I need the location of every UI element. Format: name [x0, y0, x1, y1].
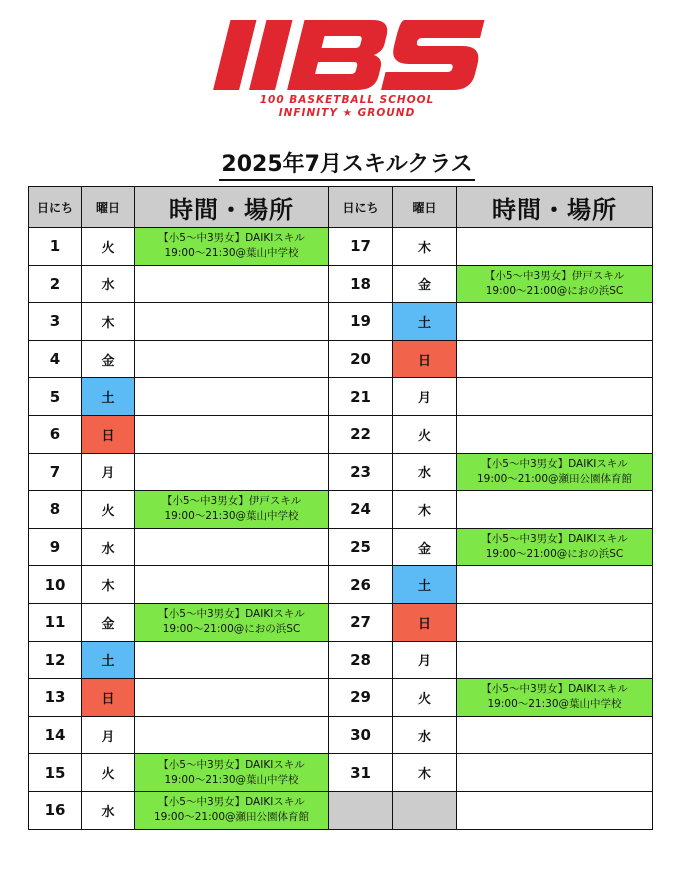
- event-cell-empty: [135, 340, 329, 378]
- event-cell-empty: [135, 265, 329, 303]
- weekday-cell: 木: [393, 228, 457, 266]
- date-cell: 13: [29, 679, 82, 717]
- header-date-right: 日にち: [329, 187, 393, 228]
- date-cell: 2: [29, 265, 82, 303]
- table-row: [29, 265, 653, 303]
- event-cell: [457, 265, 653, 303]
- event-time-place: 19:00～21:30@葉山中学校: [164, 247, 299, 260]
- weekday-cell: 火: [82, 228, 135, 266]
- date-cell: 20: [329, 340, 393, 378]
- date-cell: 27: [329, 603, 393, 641]
- event-cell-empty: [457, 791, 653, 829]
- weekday-cell: 木: [82, 303, 135, 341]
- weekday-cell: 木: [393, 491, 457, 529]
- date-cell: 4: [29, 340, 82, 378]
- event-title: 【小5～中3男女】伊戸スキル: [484, 269, 625, 282]
- date-cell: 24: [329, 491, 393, 529]
- weekday-cell: 火: [393, 415, 457, 453]
- weekday-cell: 月: [393, 378, 457, 416]
- event-title: 【小5～中3男女】DAIKIスキル: [481, 457, 628, 470]
- event-cell-empty: [457, 228, 653, 266]
- event-cell-empty: [135, 415, 329, 453]
- table-row: [29, 754, 653, 792]
- ibs-logo: [0, 14, 694, 120]
- date-cell: 26: [329, 566, 393, 604]
- date-cell: 29: [329, 679, 393, 717]
- date-cell: 3: [29, 303, 82, 341]
- date-cell: 22: [329, 415, 393, 453]
- date-cell: 25: [329, 528, 393, 566]
- weekday-cell: 木: [82, 566, 135, 604]
- page-title: 2025年7月スキルクラス: [219, 152, 474, 181]
- table-row: [29, 303, 653, 341]
- weekday-cell: 水: [82, 265, 135, 303]
- event-cell-empty: [457, 415, 653, 453]
- table-row: [29, 453, 653, 491]
- table-row: [29, 228, 653, 266]
- event-cell: [457, 528, 653, 566]
- weekday-cell: 土: [82, 641, 135, 679]
- event-time-place: 19:00～21:00@におの浜SC: [485, 284, 624, 297]
- schedule-table: [28, 186, 653, 830]
- header-date-left: 日にち: [29, 187, 82, 228]
- table-row: [29, 415, 653, 453]
- table-row: [29, 378, 653, 416]
- event-title: 【小5～中3男女】DAIKIスキル: [158, 796, 305, 809]
- event-cell-empty: [135, 453, 329, 491]
- weekday-cell: 火: [82, 754, 135, 792]
- table-row: [29, 791, 653, 829]
- event-cell-empty: [135, 303, 329, 341]
- date-cell: 11: [29, 603, 82, 641]
- date-cell: 10: [29, 566, 82, 604]
- weekday-cell: 金: [393, 528, 457, 566]
- ibs-logo-mark: [202, 14, 492, 92]
- event-cell: [457, 453, 653, 491]
- event-cell: [135, 754, 329, 792]
- date-cell: 12: [29, 641, 82, 679]
- header-dow-left: 曜日: [82, 187, 135, 228]
- schedule-body: [29, 228, 653, 830]
- date-cell: 16: [29, 791, 82, 829]
- table-row: [29, 716, 653, 754]
- weekday-cell: 水: [82, 528, 135, 566]
- event-time-place: 19:00～21:00@におの浜SC: [162, 623, 301, 636]
- date-cell: 15: [29, 754, 82, 792]
- date-cell: [329, 791, 393, 829]
- weekday-cell: 火: [82, 491, 135, 529]
- weekday-cell: 日: [82, 415, 135, 453]
- weekday-cell: 金: [393, 265, 457, 303]
- event-title: 【小5～中3男女】DAIKIスキル: [481, 533, 628, 546]
- event-cell-empty: [135, 641, 329, 679]
- weekday-cell: 金: [82, 340, 135, 378]
- weekday-cell: 土: [393, 303, 457, 341]
- event-time-place: 19:00～21:30@葉山中学校: [164, 773, 299, 786]
- event-cell: [135, 603, 329, 641]
- event-cell-empty: [457, 340, 653, 378]
- date-cell: 6: [29, 415, 82, 453]
- date-cell: 31: [329, 754, 393, 792]
- weekday-cell: 月: [82, 453, 135, 491]
- date-cell: 28: [329, 641, 393, 679]
- table-row: [29, 491, 653, 529]
- table-row: [29, 641, 653, 679]
- weekday-cell: 日: [82, 679, 135, 717]
- event-title: 【小5～中3男女】DAIKIスキル: [158, 758, 305, 771]
- table-row: [29, 340, 653, 378]
- page-title-wrap: [0, 152, 694, 181]
- header-dow-right: 曜日: [393, 187, 457, 228]
- event-cell-empty: [457, 491, 653, 529]
- weekday-cell: 水: [393, 453, 457, 491]
- weekday-cell: [393, 791, 457, 829]
- weekday-cell: 土: [82, 378, 135, 416]
- event-cell-empty: [457, 566, 653, 604]
- header-event-left: 時間・場所: [135, 187, 329, 228]
- date-cell: 30: [329, 716, 393, 754]
- weekday-cell: 月: [82, 716, 135, 754]
- event-title: 【小5～中3男女】DAIKIスキル: [158, 232, 305, 245]
- table-row: [29, 566, 653, 604]
- weekday-cell: 水: [393, 716, 457, 754]
- event-title: 【小5～中3男女】DAIKIスキル: [481, 683, 628, 696]
- event-time-place: 19:00～21:00@瀬田公園体育館: [476, 472, 633, 485]
- event-time-place: 19:00～21:30@葉山中学校: [164, 510, 299, 523]
- date-cell: 5: [29, 378, 82, 416]
- event-cell: [457, 679, 653, 717]
- date-cell: 9: [29, 528, 82, 566]
- weekday-cell: 木: [393, 754, 457, 792]
- weekday-cell: 水: [82, 791, 135, 829]
- event-time-place: 19:00～21:00@におの浜SC: [485, 548, 624, 561]
- event-title: 【小5～中3男女】伊戸スキル: [161, 495, 302, 508]
- event-cell-empty: [135, 566, 329, 604]
- event-cell-empty: [135, 679, 329, 717]
- event-cell-empty: [457, 303, 653, 341]
- date-cell: 8: [29, 491, 82, 529]
- date-cell: 23: [329, 453, 393, 491]
- event-time-place: 19:00～21:30@葉山中学校: [487, 698, 622, 711]
- logo-subtitle-line2: INFINITY ★ GROUND: [278, 107, 416, 119]
- date-cell: 7: [29, 453, 82, 491]
- event-cell-empty: [135, 378, 329, 416]
- event-cell-empty: [135, 716, 329, 754]
- event-cell-empty: [457, 378, 653, 416]
- date-cell: 19: [329, 303, 393, 341]
- date-cell: 18: [329, 265, 393, 303]
- date-cell: 21: [329, 378, 393, 416]
- event-cell: [135, 491, 329, 529]
- event-cell-empty: [457, 603, 653, 641]
- event-cell-empty: [135, 528, 329, 566]
- weekday-cell: 金: [82, 603, 135, 641]
- event-title: 【小5～中3男女】DAIKIスキル: [158, 608, 305, 621]
- table-row: [29, 679, 653, 717]
- table-row: [29, 528, 653, 566]
- event-cell: [135, 228, 329, 266]
- table-row: [29, 603, 653, 641]
- event-cell-empty: [457, 641, 653, 679]
- date-cell: 17: [329, 228, 393, 266]
- event-cell: [135, 791, 329, 829]
- event-cell-empty: [457, 716, 653, 754]
- header-row: [29, 187, 653, 228]
- weekday-cell: 月: [393, 641, 457, 679]
- weekday-cell: 日: [393, 340, 457, 378]
- weekday-cell: 日: [393, 603, 457, 641]
- event-time-place: 19:00～21:00@瀬田公園体育館: [153, 811, 310, 824]
- date-cell: 1: [29, 228, 82, 266]
- weekday-cell: 火: [393, 679, 457, 717]
- event-cell-empty: [457, 754, 653, 792]
- logo-subtitle-line1: 100 BASKETBALL SCHOOL: [259, 94, 435, 106]
- weekday-cell: 土: [393, 566, 457, 604]
- date-cell: 14: [29, 716, 82, 754]
- header-event-right: 時間・場所: [457, 187, 653, 228]
